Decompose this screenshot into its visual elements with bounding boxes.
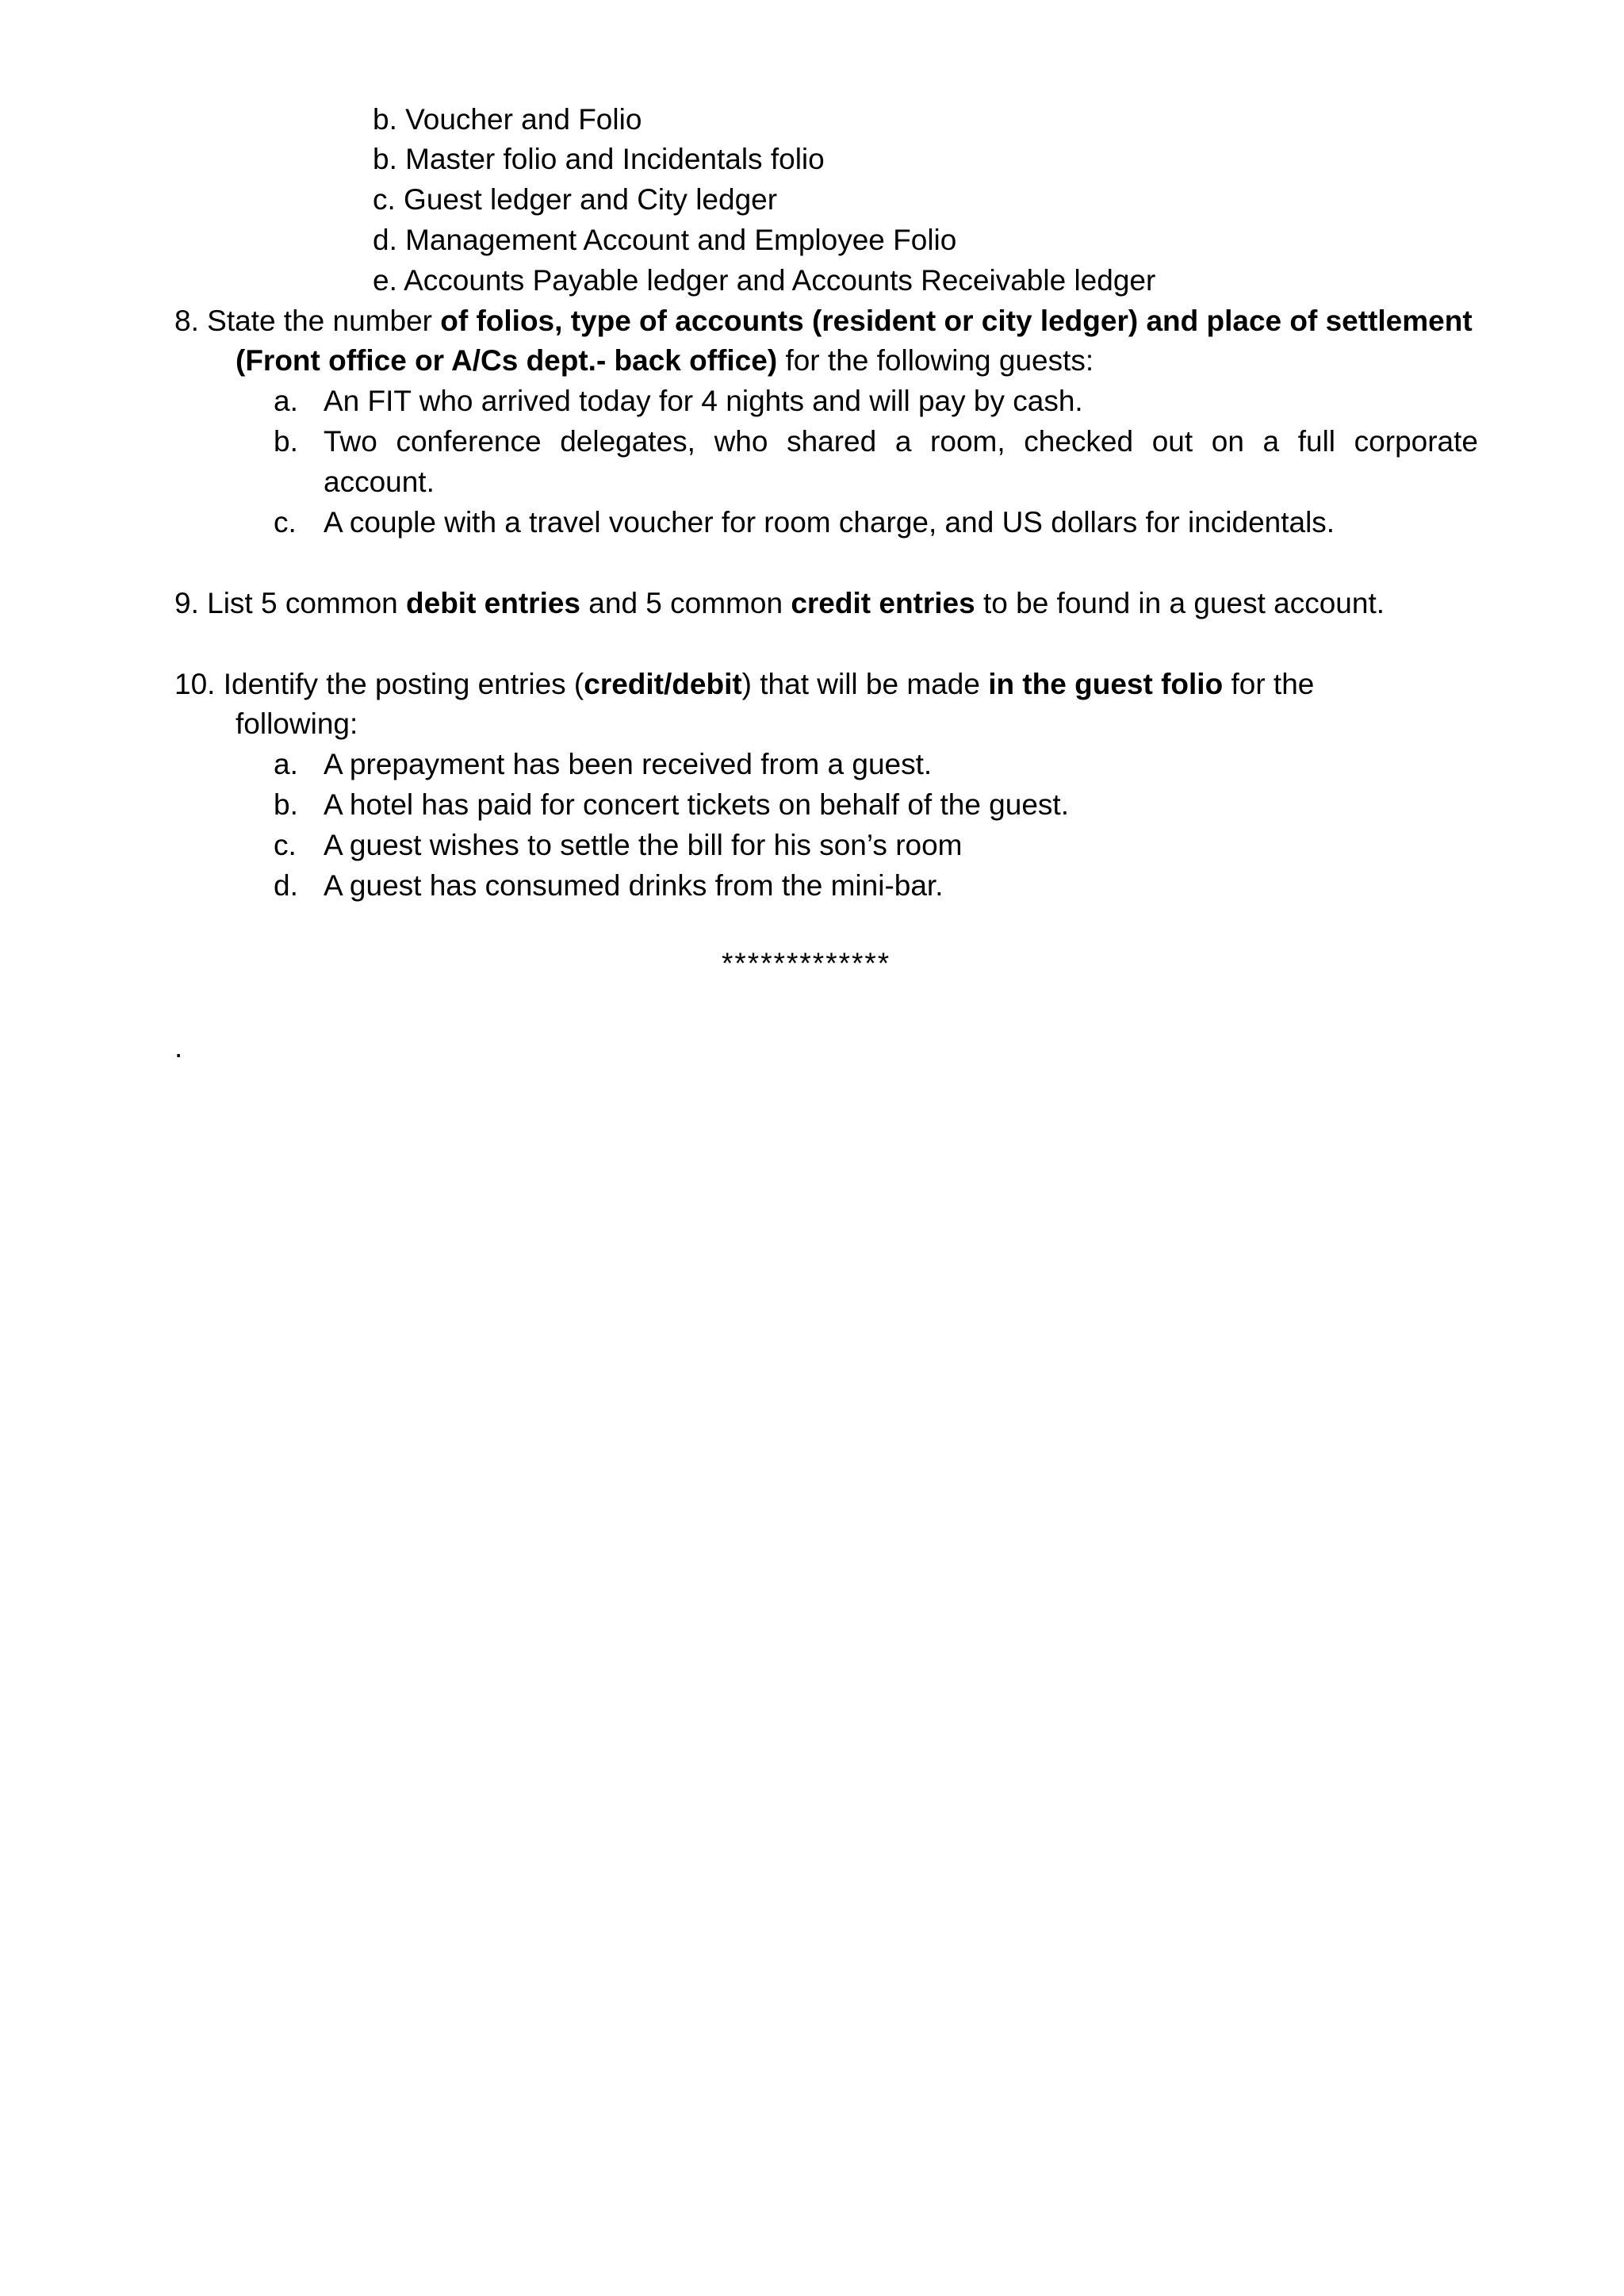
word: shared xyxy=(787,425,877,458)
question-9-text: to be found in a guest account. xyxy=(975,587,1385,619)
list-letter: c. xyxy=(274,829,297,861)
word: out xyxy=(1151,425,1193,458)
option-line: d. Management Account and Employee Folio xyxy=(373,224,957,256)
question-8-line-1 xyxy=(174,306,1473,335)
question-9 xyxy=(174,588,1385,618)
question-10-bold: in the guest folio xyxy=(988,668,1224,700)
question-9-text: 9. List 5 common xyxy=(174,587,407,619)
word: a xyxy=(894,425,912,458)
question-8-text: for the following guests: xyxy=(777,344,1094,377)
list-item: A couple with a travel voucher for room charge, and US dollars for incidentals. xyxy=(324,506,1335,539)
list-item: A guest wishes to settle the bill for his son’s room xyxy=(324,829,963,861)
list-letter: b. xyxy=(274,425,298,458)
stray-period: . xyxy=(174,1031,183,1064)
question-10-line-1 xyxy=(174,669,1314,699)
list-letter: c. xyxy=(274,506,297,539)
word: who xyxy=(714,425,768,458)
word: on xyxy=(1211,425,1244,458)
list-item-justified xyxy=(324,427,1478,456)
section-separator: ************* xyxy=(722,947,891,979)
option-line: b. Master folio and Incidentals folio xyxy=(373,143,825,175)
option-line: c. Guest ledger and City ledger xyxy=(373,183,778,216)
question-8-text: 8. State the number xyxy=(174,305,441,337)
list-letter: a. xyxy=(274,385,298,417)
word: corporate xyxy=(1354,425,1478,458)
list-letter: d. xyxy=(274,869,298,902)
question-9-bold: debit entries xyxy=(406,587,581,619)
word: full xyxy=(1297,425,1336,458)
list-item: A hotel has paid for concert tickets on behalf of the guest. xyxy=(324,788,1069,821)
list-item-continued: account. xyxy=(324,466,435,498)
word: Two xyxy=(324,425,377,458)
question-8-line-2 xyxy=(236,346,1094,375)
question-10-bold: credit/debit xyxy=(584,668,742,700)
word: room, xyxy=(930,425,1005,458)
option-line: b. Voucher and Folio xyxy=(373,103,642,136)
question-10-text: for the xyxy=(1223,668,1315,700)
question-10-text: 10. Identify the posting entries ( xyxy=(174,668,584,700)
question-10-line-2: following: xyxy=(236,707,358,740)
word: checked xyxy=(1024,425,1134,458)
list-item: An FIT who arrived today for 4 nights and will pay by cash. xyxy=(324,385,1083,417)
list-item: A prepayment has been received from a guest. xyxy=(324,748,933,780)
question-9-text: and 5 common xyxy=(580,587,791,619)
option-line: e. Accounts Payable ledger and Accounts Receivable ledger xyxy=(373,264,1156,297)
question-9-bold: credit entries xyxy=(791,587,975,619)
list-letter: b. xyxy=(274,788,298,821)
question-10-text: ) that will be made xyxy=(741,668,989,700)
question-8-bold: of folios, type of accounts (resident or city ledger) and place of settlement xyxy=(440,305,1473,337)
question-8-bold: (Front office or A/Cs dept.- back office) xyxy=(236,344,778,377)
word: conference xyxy=(396,425,542,458)
word: a xyxy=(1262,425,1280,458)
list-item: A guest has consumed drinks from the mini-bar. xyxy=(324,869,944,902)
list-letter: a. xyxy=(274,748,298,780)
word: delegates, xyxy=(560,425,695,458)
